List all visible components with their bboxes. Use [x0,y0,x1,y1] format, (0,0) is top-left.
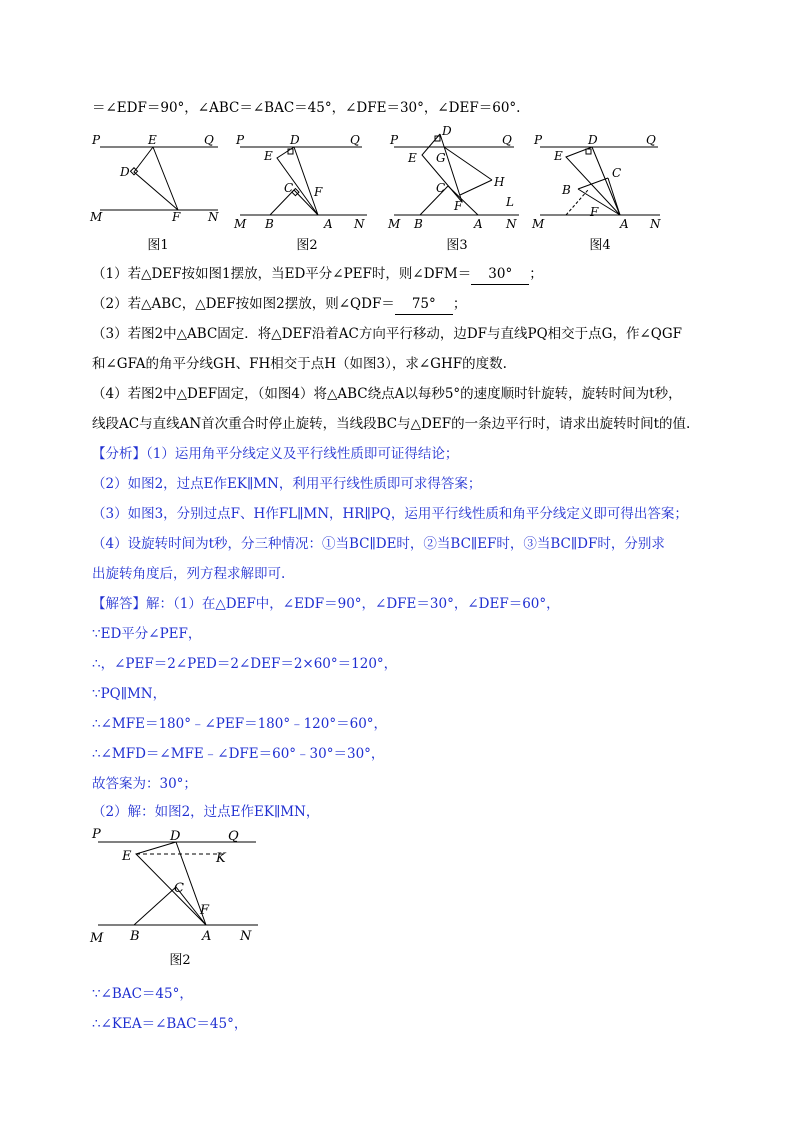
fig4-label-m: M [532,217,545,231]
fig1-label-e: E [148,133,157,147]
fig2-label-d: D [290,133,300,147]
fig2-label-b: B [265,217,274,231]
fig2b-label-d: D [170,829,181,844]
solution-line-10: ∴∠KEA＝∠BAC＝45°， [92,1016,248,1032]
question-4-line-1: （4）若图2中△DEF固定，（如图4）将△ABC绕点A以每秒5°的速度顺时针旋转，旋转时间为t秒， [92,386,682,402]
fig2b-label-p: P [92,827,101,842]
fig2-label-c: C [284,181,294,195]
solution-line-6: ∴∠MFD＝∠MFE﹣∠DFE＝60°﹣30°＝30°， [92,746,385,762]
fig4-label-b: B [562,183,571,197]
fig2-label-q: Q [350,133,360,147]
q2-answer: 75° [395,294,453,315]
intro-line: ＝∠EDF＝90°，∠ABC＝∠BAC＝45°，∠DFE＝30°，∠DEF＝60°. [92,100,521,116]
fig2b-label-a: A [202,929,212,944]
solution-tag: 【解答】 [92,596,146,612]
fig2b-caption: 图2 [169,953,191,968]
solution-line-1: 【解答】解：（1）在△DEF中，∠EDF＝90°，∠DFE＝30°，∠DEF＝60°， [92,596,560,612]
fig3-label-a: A [474,217,483,231]
solution-line-4: ∵PQ∥MN， [92,686,167,702]
solution-line-5: ∴∠MFE＝180°﹣∠PEF＝180°﹣120°＝60°， [92,716,388,732]
fig3-label-d: D [442,124,452,138]
fig1-label-d: D [120,165,130,179]
solution-line-8: （2）解：如图2，过点E作EK∥MN， [92,804,320,820]
fig1-label-m: M [90,210,103,224]
fig2b-label-q: Q [228,829,239,844]
figure-1 [88,132,228,257]
question-2: （2）若△ABC，△DEF按如图2摆放，则∠QDF＝ 75° ； [92,294,466,315]
fig4-label-n: N [650,217,661,231]
fig1-label-n: N [208,210,219,224]
question-3-line-1: （3）若图2中△ABC固定．将△DEF沿着AC方向平行移动，边DF与直线PQ相交于点G，作∠QGF [92,326,682,342]
solution-line-3: ∴，∠PEF＝2∠PED＝2∠DEF＝2×60°＝120°， [92,656,398,672]
fig4-label-q: Q [646,133,656,147]
fig4-label-a: A [620,217,629,231]
figure-2-solution [86,824,266,974]
fig2b-label-b: B [130,929,140,944]
fig4-label-f: F [590,205,599,219]
fig2-caption: 图2 [296,238,318,253]
question-1: （1）若△DEF按如图1摆放，当ED平分∠PEF时，则∠DFM＝ 30° ； [92,264,543,285]
fig2-label-p: P [236,133,245,147]
fig3-label-h: H [494,175,505,189]
q1-answer: 30° [471,264,529,285]
fig4-label-d: D [588,133,598,147]
fig4-label-p: P [534,133,543,147]
figure-4 [528,132,673,257]
fig2-label-f: F [314,185,323,199]
solution-line-2: ∵ED平分∠PEF， [92,626,202,642]
analysis-line-1: 【分析】（1）运用角平分线定义及平行线性质即可证得结论； [92,446,459,462]
solution-line-9: ∵∠BAC＝45°， [92,986,193,1002]
fig1-label-q: Q [204,133,214,147]
figure-3 [384,124,529,257]
question-3-line-2: 和∠GFA的角平分线GH、FH相交于点H（如图3），求∠GHF的度数. [92,356,507,372]
analysis-line-5: 出旋转角度后，列方程求解即可. [92,566,286,582]
fig2b-label-f: F [200,903,210,918]
fig1-caption: 图1 [147,238,169,253]
fig2b-label-k: K [216,851,226,866]
fig4-label-c: C [612,166,622,180]
fig3-label-l: L [506,195,514,209]
fig4-label-e: E [554,149,563,163]
fig3-label-n: N [506,217,517,231]
fig3-label-f: F [454,199,463,213]
analysis-line-4: （4）设旋转时间为t秒，分三种情况：①当BC∥DE时，②当BC∥EF时，③当BC∥DF时，分别求 [92,536,665,552]
fig2-label-e: E [264,149,273,163]
fig3-label-e: E [408,151,417,165]
analysis-line-2: （2）如图2，过点E作EK∥MN，利用平行线性质即可求得答案； [92,476,482,492]
analysis-tag: 【分析】 [92,446,146,462]
fig3-caption: 图3 [446,238,468,253]
fig3-label-m: M [388,217,401,231]
fig2-label-m: M [234,217,247,231]
fig1-label-p: P [92,133,101,147]
fig3-label-p: P [390,133,399,147]
fig2b-label-c: C [174,881,184,896]
fig2-label-a: A [324,217,333,231]
question-4-line-2: 线段AC与直线AN首次重合时停止旋转，当线段BC与△DEF的一条边平行时，请求出旋转时间t的值. [92,416,691,432]
figure-2 [232,132,377,257]
fig3-label-b: B [414,217,423,231]
analysis-line-3: （3）如图3，分别过点F、H作FL∥MN，HR∥PQ，运用平行线性质和角平分线定义即可得出答案； [92,506,688,522]
fig2b-label-e: E [122,849,132,864]
fig2-label-n: N [354,217,365,231]
fig3-label-g: G [436,151,446,165]
fig3-label-c: C [436,181,446,195]
fig2b-label-m: M [90,931,104,946]
fig3-label-q: Q [502,133,512,147]
fig2b-label-n: N [240,929,252,944]
fig1-label-f: F [172,210,181,224]
solution-line-7: 故答案为：30°； [92,776,197,792]
fig4-caption: 图4 [589,238,611,253]
